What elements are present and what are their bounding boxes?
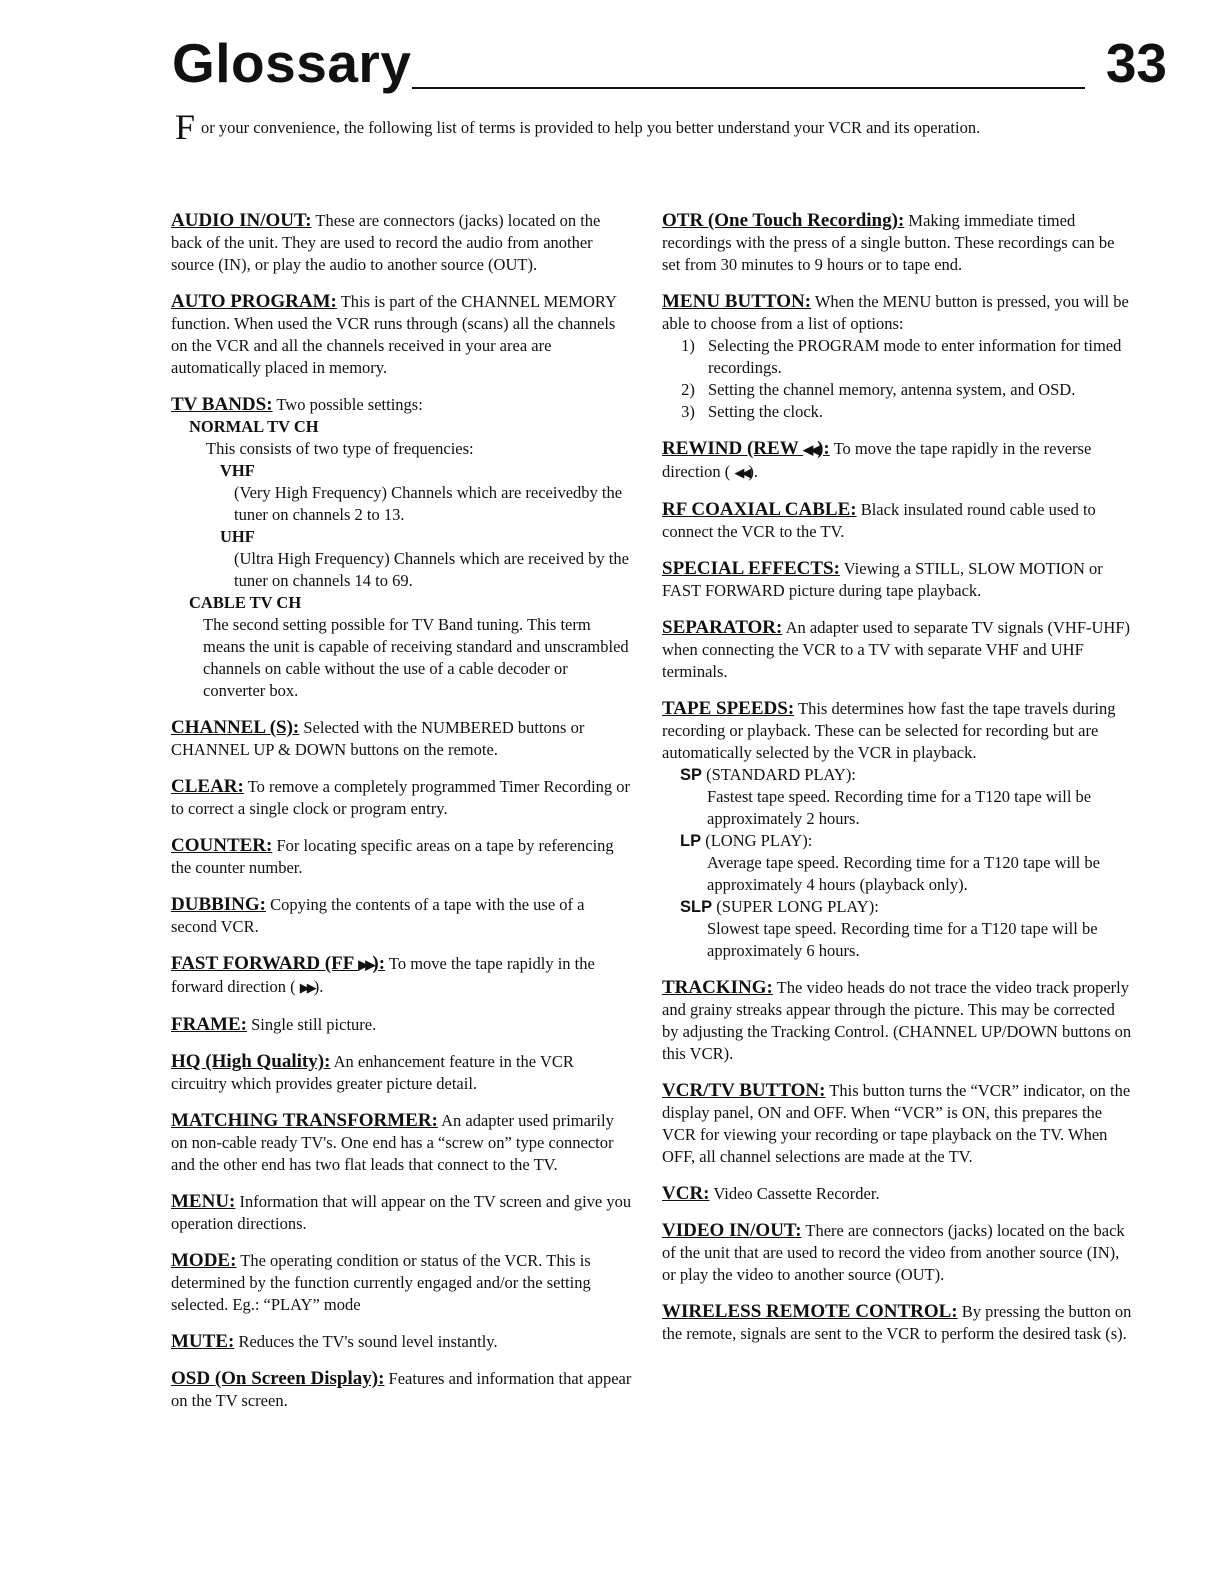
speed-desc: Fastest tape speed. Recording time for a T120 tape will be approximately 2 hours. (707, 787, 1092, 828)
definition-end: ). (313, 977, 324, 996)
entry-special-effects (662, 558, 1132, 602)
term: DUBBING: (171, 894, 267, 915)
rewind-icon: ◀◀ (734, 465, 749, 480)
rewind-icon: ◀◀ (803, 442, 818, 457)
subheading-normal-tv-ch: NORMAL TV CH (189, 417, 319, 436)
term: MODE: (171, 1250, 237, 1271)
term: CHANNEL (S): (171, 717, 300, 738)
speed-desc: Average tape speed. Recording time for a T120 tape will be approximately 4 hours (playback only). (707, 853, 1100, 894)
page-header (172, 30, 1167, 100)
term: COUNTER: (171, 835, 273, 856)
term (662, 438, 830, 459)
item-number: 2) (681, 380, 695, 399)
definition: To remove a completely programmed Timer Recording or to correct a single clock or program entry. (171, 777, 631, 818)
speed-code: SP (680, 766, 703, 784)
definition: An enhancement feature in the VCR circuitry which provides greater picture detail. (171, 1052, 574, 1093)
term: AUDIO IN/OUT: (171, 210, 312, 231)
speed-lp (662, 830, 1132, 852)
speed-name: (SUPER LONG PLAY): (716, 897, 879, 916)
term: VIDEO IN/OUT: (662, 1220, 802, 1241)
item-text: Setting the clock. (708, 402, 824, 421)
definition: Two possible settings: (276, 395, 423, 414)
entry-fast-forward (171, 953, 633, 999)
term (171, 953, 385, 974)
speed-code: LP (680, 832, 702, 850)
term: SEPARATOR: (662, 617, 783, 638)
item-number: 3) (681, 402, 695, 421)
speed-name: (LONG PLAY): (705, 831, 813, 850)
fast-forward-icon: ▶▶ (358, 957, 373, 972)
entry-vcr-tv-button (662, 1080, 1132, 1168)
entry-vcr (662, 1183, 1132, 1205)
term: CLEAR: (171, 776, 244, 797)
term: MATCHING TRANSFORMER: (171, 1110, 438, 1131)
definition: An adapter used to separate TV signals (VHF-UHF) when connecting the VCR to a TV with separate VHF and UHF terminals. (662, 618, 1131, 681)
entry-menu (171, 1191, 633, 1235)
subheading-cable-tv-ch: CABLE TV CH (189, 593, 302, 612)
entry-mute (171, 1331, 633, 1353)
term: WIRELESS REMOTE CONTROL: (662, 1301, 958, 1322)
term: TRACKING: (662, 977, 773, 998)
definition: Single still picture. (251, 1015, 377, 1034)
definition: By pressing the button on the remote, signals are sent to the VCR to perform the desired task (s). (662, 1302, 1132, 1343)
entry-channel (171, 717, 633, 761)
entry-dubbing (171, 894, 633, 938)
term: MENU BUTTON: (662, 291, 812, 312)
definition: When the MENU button is pressed, you will be able to choose from a list of options: (662, 292, 1129, 333)
entry-tape-speeds (662, 698, 1132, 962)
cable-desc: The second setting possible for TV Band tuning. This term means the unit is capable of receiving standard and unscrambled channels on cable without the use of a cable decoder or converter box. (203, 615, 629, 700)
entry-video-in-out (662, 1220, 1132, 1286)
definition: Copying the contents of a tape with the use of a second VCR. (171, 895, 585, 936)
page-title: Glossary (172, 32, 412, 94)
entry-wireless-remote-control (662, 1301, 1132, 1345)
definition: Information that will appear on the TV screen and give you operation directions. (171, 1192, 632, 1233)
definition: The operating condition or status of the VCR. This is determined by the function currently engaged and/or the setting selected. Eg.: “PLAY” mode (171, 1251, 591, 1314)
definition: Black insulated round cable used to connect the VCR to the TV. (662, 500, 1096, 541)
item-text: Setting the channel memory, antenna system, and OSD. (708, 380, 1076, 399)
definition: This button turns the “VCR” indicator, on the display panel, ON and OFF. When “VCR” is ON, this prepares the VCR for viewing your recording or tape playback on the TV. When OFF, all channel selections are made at the TV. (662, 1081, 1131, 1166)
options-list (662, 335, 1132, 423)
definition: To move the tape rapidly in the forward direction ( (171, 954, 595, 996)
normal-desc: This consists of two type of frequencies: (206, 439, 474, 458)
term: HQ (High Quality): (171, 1051, 331, 1072)
uhf-desc: (Ultra High Frequency) Channels which are received by the tuner on channels 14 to 69. (234, 549, 629, 590)
entry-otr (662, 210, 1132, 276)
entry-hq (171, 1051, 633, 1095)
speed-sp (662, 764, 1132, 786)
definition: The video heads do not trace the video track properly and grainy streaks appear through the picture. This may be corrected by adjusting the Tracking Control. (CHANNEL UP/DOWN buttons on this VCR). (662, 978, 1132, 1063)
definition: This determines how fast the tape travels during recording or playback. These can be selected for recording but are automatically selected by the VCR in playback. (662, 699, 1116, 762)
vhf-desc: (Very High Frequency) Channels which are receivedby the tuner on channels 2 to 13. (234, 483, 623, 524)
entry-frame (171, 1014, 633, 1036)
glossary-right-column (662, 210, 1132, 1360)
subheading-vhf: VHF (220, 461, 255, 480)
list-item (668, 401, 1132, 423)
entry-tracking (662, 977, 1132, 1065)
intro-paragraph (175, 107, 1165, 147)
entry-matching-transformer (171, 1110, 633, 1176)
term: FRAME: (171, 1014, 247, 1035)
term: VCR/TV BUTTON: (662, 1080, 826, 1101)
entry-audio-in-out (171, 210, 633, 276)
item-text: Selecting the PROGRAM mode to enter information for timed recordings. (708, 336, 1122, 377)
fast-forward-icon: ▶▶ (299, 980, 314, 995)
definition-end: ). (748, 462, 759, 481)
item-number: 1) (681, 336, 695, 355)
term: TAPE SPEEDS: (662, 698, 795, 719)
list-item (668, 379, 1132, 401)
term: OTR (One Touch Recording): (662, 210, 905, 231)
definition: For locating specific areas on a tape by referencing the counter number. (171, 836, 614, 877)
definition: To move the tape rapidly in the reverse direction ( (662, 439, 1092, 481)
entry-separator (662, 617, 1132, 683)
definition: There are connectors (jacks) located on the back of the unit that are used to record the video from another source (IN), or play the video to another source (OUT). (662, 1221, 1125, 1284)
term: TV BANDS: (171, 394, 273, 415)
term: MENU: (171, 1191, 236, 1212)
term: RF COAXIAL CABLE: (662, 499, 857, 520)
definition: Features and information that appear on the TV screen. (171, 1369, 632, 1410)
entry-tv-bands (171, 394, 633, 702)
term: SPECIAL EFFECTS: (662, 558, 840, 579)
entry-osd (171, 1368, 633, 1412)
term: AUTO PROGRAM: (171, 291, 337, 312)
speed-name: (STANDARD PLAY): (706, 765, 856, 784)
header-rule (412, 87, 1085, 89)
speed-desc: Slowest tape speed. Recording time for a T120 tape will be approximately 6 hours. (707, 919, 1098, 960)
definition: These are connectors (jacks) located on the back of the unit. They are used to record the audio from another source (IN), or play the audio to another source (OUT). (171, 211, 601, 274)
speed-code: SLP (680, 898, 713, 916)
entry-counter (171, 835, 633, 879)
entry-clear (171, 776, 633, 820)
definition: This is part of the CHANNEL MEMORY function. When used the VCR runs through (scans) all the channels on the VCR and all the channels received in your area are automatically placed in memory. (171, 292, 617, 377)
intro-text: or your convenience, the following list of terms is provided to help you better understand your VCR and its operation. (201, 118, 981, 137)
subheading-uhf: UHF (220, 527, 255, 546)
list-item (668, 335, 1132, 379)
entry-rewind (662, 438, 1132, 484)
term: MUTE: (171, 1331, 235, 1352)
entry-auto-program (171, 291, 633, 379)
term-end: ): (372, 953, 386, 974)
entry-mode (171, 1250, 633, 1316)
term: VCR: (662, 1183, 710, 1204)
definition: An adapter used primarily on non-cable ready TV's. One end has a “screw on” type connector and the other end has two flat leads that connect to the TV. (171, 1111, 614, 1174)
term-text: REWIND (REW (662, 438, 799, 459)
drop-cap: F (175, 107, 196, 147)
term-text: FAST FORWARD (FF (171, 953, 354, 974)
speed-slp (662, 896, 1132, 918)
entry-rf-coaxial-cable (662, 499, 1132, 543)
definition: Reduces the TV's sound level instantly. (238, 1332, 498, 1351)
entry-menu-button (662, 291, 1132, 423)
term-end: ): (817, 438, 830, 459)
definition: Selected with the NUMBERED buttons or CHANNEL UP & DOWN buttons on the remote. (171, 718, 585, 759)
glossary-left-column (171, 210, 633, 1427)
term: OSD (On Screen Display): (171, 1368, 385, 1389)
definition: Making immediate timed recordings with the press of a single button. These recordings can be set from 30 minutes to 9 hours or to tape end. (662, 211, 1115, 274)
page-number: 33 (1105, 32, 1167, 94)
definition: Video Cassette Recorder. (713, 1184, 880, 1203)
definition: Viewing a STILL, SLOW MOTION or FAST FORWARD picture during tape playback. (662, 559, 1103, 600)
